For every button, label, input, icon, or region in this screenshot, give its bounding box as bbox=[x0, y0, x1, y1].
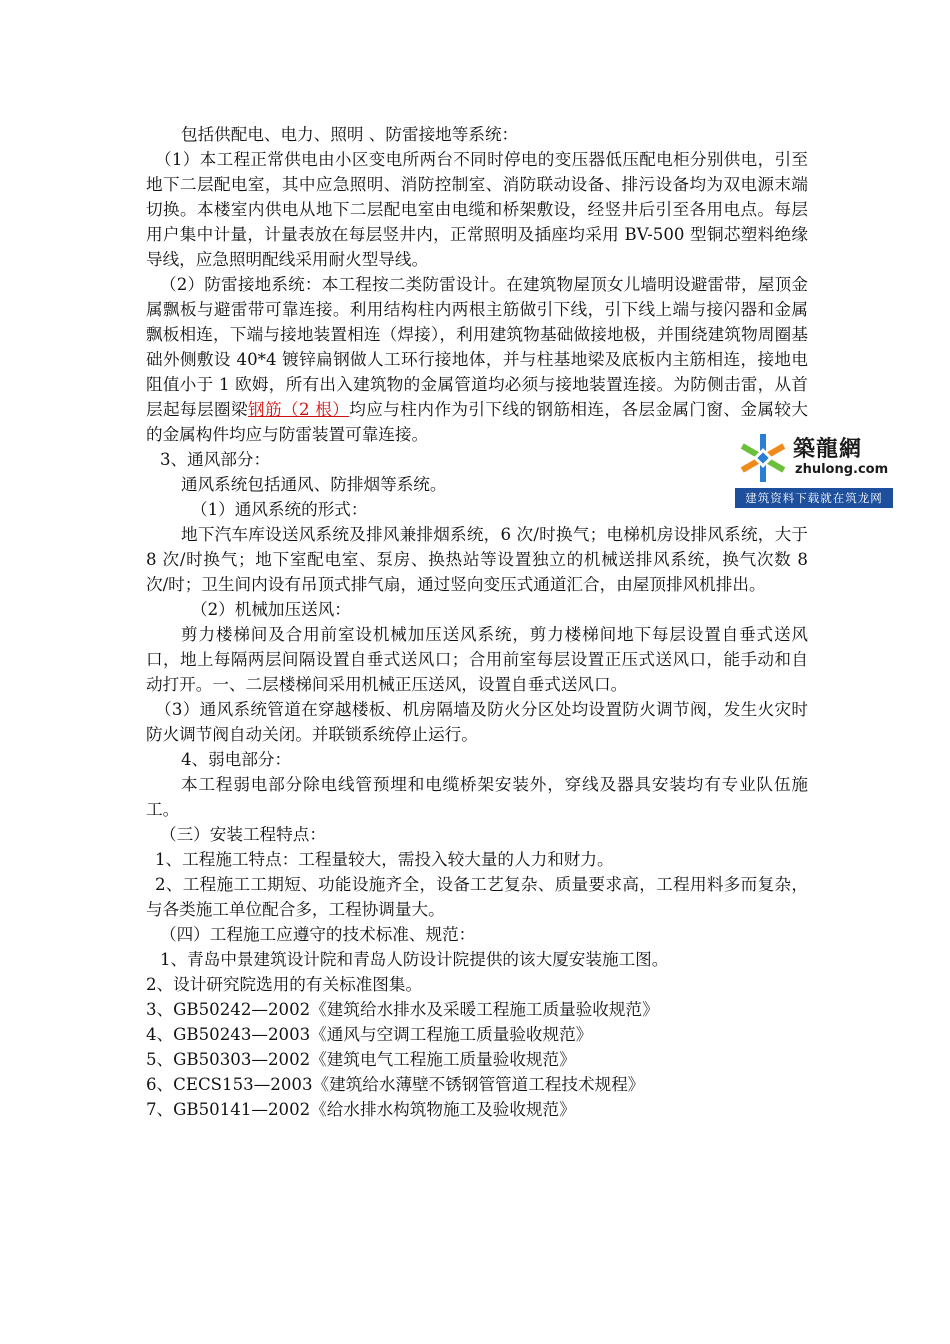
document-body bbox=[146, 122, 808, 1122]
list-item-feature-2: 2、工程施工工期短、功能设施齐全，设备工艺复杂、质量要求高，工程用料多而复杂，与各类施工单位配合多，工程协调量大。 bbox=[146, 875, 808, 919]
rebar-link[interactable]: 钢筋（2 根） bbox=[248, 400, 350, 419]
list-item-standard-4: 4、GB50243—2003《通风与空调工程施工质量验收规范》 bbox=[146, 1025, 593, 1044]
list-item-standard-2: 2、设计研究院选用的有关标准图集。 bbox=[146, 975, 423, 994]
list-item-standard-3: 3、GB50242—2002《建筑给水排水及采暖工程施工质量验收规范》 bbox=[146, 1000, 659, 1019]
list-item-feature-1: 1、工程施工特点：工程量较大，需投入较大量的人力和财力。 bbox=[155, 850, 614, 869]
heading-ventilation-form: （1）通风系统的形式： bbox=[191, 500, 368, 519]
list-item-standard-1: 1、青岛中景建筑设计院和青岛人防设计院提供的该大厦安装施工图。 bbox=[160, 950, 669, 969]
heading-install-features: （三）安装工程特点： bbox=[160, 825, 326, 844]
zhulong-watermark-logo[interactable] bbox=[735, 428, 893, 510]
lightning-text-c: 较大的金属构件均应与防雷装置可靠连接。 bbox=[146, 400, 809, 444]
heading-standards: （四）工程施工应遵守的技术标准、规范： bbox=[160, 925, 476, 944]
paragraph-power-supply: （1）本工程正常供电由小区变电所两台不同时停电的变压器低压配电柜分别供电，引至地下二层配电室，其中应急照明、消防控制室、消防联动设备、排污设备均为双电源末端切换。本楼室内供电从地下二层配电室由电缆和桥架敷设，经竖井后引至各用电点。每层用户集中计量，计量表放在每层竖井内，正常照明及插座均采用 BV-500 型铜芯塑料绝缘导线，应急照明配线采用耐火型导线。 bbox=[146, 150, 808, 269]
paragraph-pressurization: 剪力楼梯间及合用前室设机械加压送风系统，剪力楼梯间地下每层设置自垂式送风口，地上每隔两层间隔设置自垂式送风口；合用前室每层设置正压式送风口，能手动和自动打开。一、二层楼梯间采用机械正压送风，设置自垂式送风口。 bbox=[146, 625, 808, 694]
list-item-standard-7: 7、GB50141—2002《给水排水构筑物施工及验收规范》 bbox=[146, 1100, 576, 1119]
lightning-text-b: 均应与柱内作为引下线的钢筋相连，各层金属门窗、金属 bbox=[349, 400, 775, 419]
heading-pressurization: （2）机械加压送风： bbox=[191, 600, 351, 619]
list-item-standard-5: 5、GB50303—2002《建筑电气工程施工质量验收规范》 bbox=[146, 1050, 576, 1069]
logo-tagline: 建筑资料下载就在筑龙网 bbox=[735, 488, 893, 508]
logo-chinese-name: 築龍網 bbox=[793, 436, 863, 462]
paragraph-lightning bbox=[146, 272, 808, 447]
logo-domain: zhulong.com bbox=[795, 462, 889, 477]
snowflake-logo-icon bbox=[737, 431, 789, 485]
lightning-text-a: （2）防雷接地系统：本工程按二类防雷设计。在建筑物屋顶女儿墙明设避雷带，屋顶金属飘板与避雷带可靠连接。利用结构柱内两根主筋做引下线，引下线上端与接闪器和金属飘板相连，下端与接地装置相连（焊接），利用建筑物基础做接地极，并围绕建筑物周圈基础外侧敷设 40*4 镀锌扁钢做人工环行接地体，并与柱基地梁及底板内主筋相连，接地电阻值小于 1 欧姆，所有出入建筑物的金属管道均必须与接地装置连接。为防侧击雷，从首层起每层圈梁 bbox=[146, 275, 808, 419]
heading-ventilation: 3、通风部分： bbox=[160, 450, 271, 469]
paragraph-ventilation-form: 地下汽车库设送风系统及排风兼排烟系统，6 次/时换气；电梯机房设排风系统，大于 8 次/时换气；地下室配电室、泵房、换热站等设置独立的机械送排风系统，换气次数 8 次/时；卫生间内设有吊顶式排气扇，通过竖向变压式通道汇合，由屋顶排风机排出。 bbox=[146, 525, 808, 594]
paragraph-ventilation-intro: 通风系统包括通风、防排烟等系统。 bbox=[181, 475, 447, 494]
paragraph-fire-damper: （3）通风系统管道在穿越楼板、机房隔墙及防火分区处均设置防火调节阀，发生火灾时防火调节阀自动关闭。并联锁系统停止运行。 bbox=[146, 700, 808, 744]
logo-header bbox=[735, 428, 893, 488]
list-item-standard-6: 6、CECS153—2003《建筑给水薄壁不锈钢管管道工程技术规程》 bbox=[146, 1075, 645, 1094]
heading-weak-current: 4、弱电部分： bbox=[181, 750, 292, 769]
paragraph-intro: 包括供配电、电力、照明 、防雷接地等系统： bbox=[181, 125, 519, 144]
paragraph-weak-current: 本工程弱电部分除电线管预埋和电缆桥架安装外，穿线及器具安装均有专业队伍施工。 bbox=[146, 775, 808, 819]
